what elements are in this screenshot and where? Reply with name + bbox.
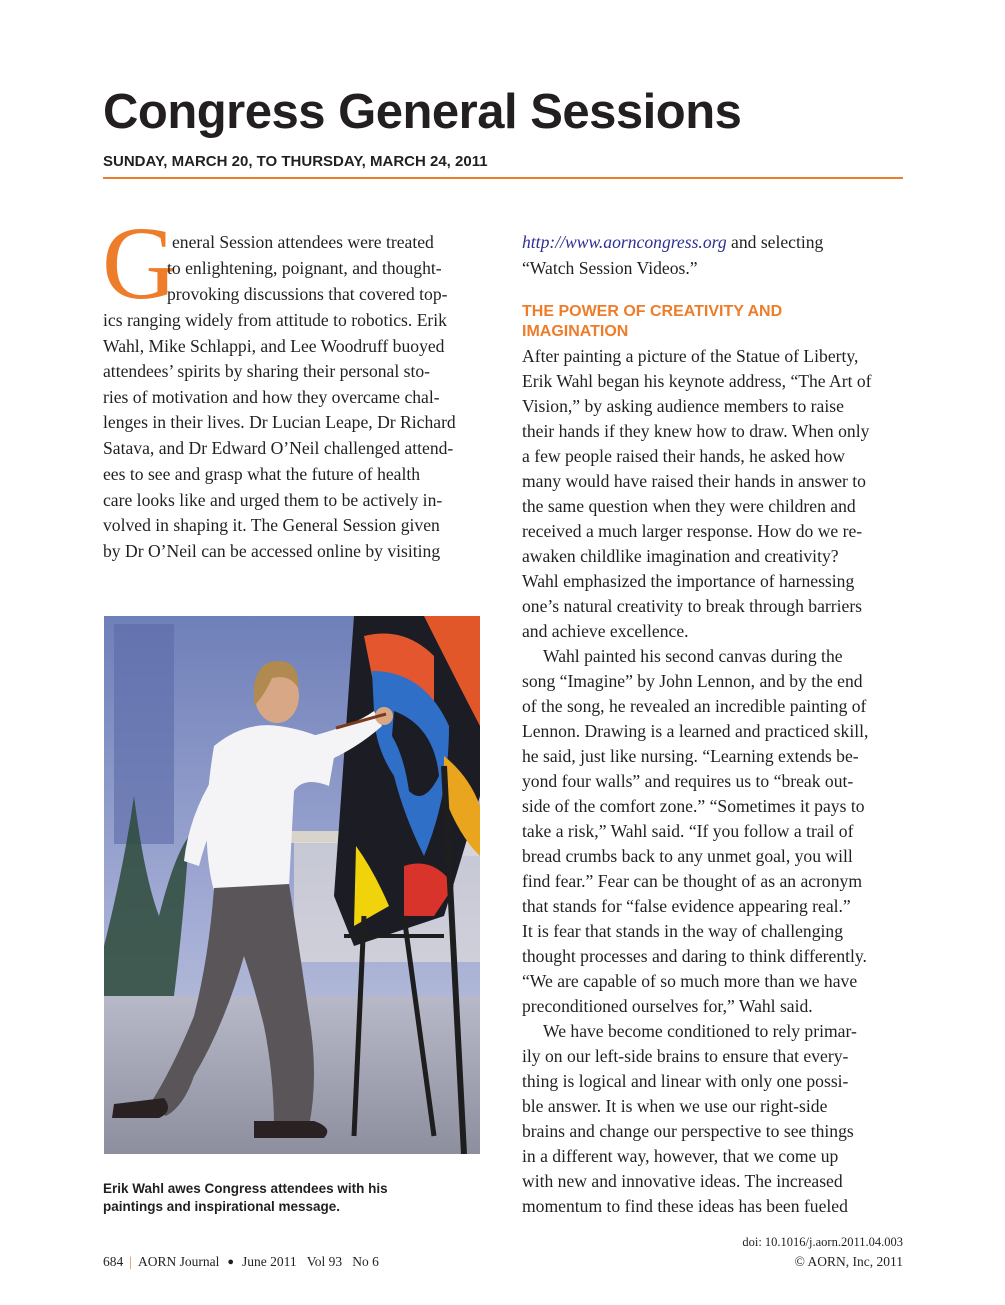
right-text-line: song “Imagine” by John Lennon, and by the end [522, 671, 863, 691]
right-text-line: one’s natural creativity to break through barriers [522, 596, 863, 616]
right-text-line: Wahl painted his second canvas during the [543, 646, 843, 666]
issue-date: June 2011 [241, 1254, 297, 1269]
right-text-line: Erik Wahl began his keynote address, “The Art of [522, 371, 872, 391]
left-text-line: lenges in their lives. Dr Lucian Leape, Dr Richard [103, 412, 456, 432]
right-text-line: Vision,” by asking audience members to raise [522, 396, 844, 416]
bullet-icon: ● [227, 1256, 234, 1268]
left-text-line: volved in shaping it. The General Session given [103, 515, 440, 535]
date-subtitle: SUNDAY, MARCH 20, TO THURSDAY, MARCH 24, 2011 [103, 153, 488, 170]
left-text-line: ees to see and grasp what the future of health [103, 464, 421, 484]
right-text-line: yond four walls” and requires us to “break out- [522, 771, 854, 791]
right-text-line: side of the comfort zone.” “Sometimes it pays to [522, 796, 865, 816]
right-text-line: ble answer. It is when we use our right-side [522, 1096, 828, 1116]
left-text-line: Wahl, Mike Schlappi, and Lee Woodruff buoyed [103, 336, 445, 356]
section-heading: IMAGINATION [522, 323, 629, 340]
right-text-line: many would have raised their hands in answer to [522, 471, 866, 491]
right-text-line: bread crumbs back to any unmet goal, you will [522, 846, 853, 866]
right-text-line: “Watch Session Videos.” [522, 258, 698, 278]
aorn-congress-link[interactable]: http://www.aorncongress.org [522, 232, 727, 252]
right-text-line: in a different way, however, that we come up [522, 1146, 839, 1166]
right-text-line: received a much larger response. How do we re- [522, 521, 863, 541]
right-text-line: take a risk,” Wahl said. “If you follow a trail of [522, 821, 854, 841]
link-tail-text: and selecting [726, 232, 824, 252]
right-text-line: a few people raised their hands, he asked how [522, 446, 845, 466]
volume: Vol 93 [306, 1254, 343, 1269]
right-text-line: ily on our left-side brains to ensure that every- [522, 1046, 849, 1066]
footer-citation [103, 1254, 379, 1270]
speaker-painting-photo [104, 616, 480, 1154]
section-heading: THE POWER OF CREATIVITY AND [522, 303, 783, 320]
left-text-line: attendees’ spirits by sharing their personal sto- [103, 361, 431, 381]
right-text-line: thought processes and daring to think differently. [522, 946, 867, 966]
left-text-line: ries of motivation and how they overcame chal- [103, 387, 440, 407]
left-text-line: by Dr O’Neil can be accessed online by visiting [103, 541, 441, 561]
figure-caption-line: Erik Wahl awes Congress attendees with his [103, 1181, 388, 1196]
figure-caption-line: paintings and inspirational message. [103, 1199, 341, 1214]
right-text-line: momentum to find these ideas has been fueled [522, 1196, 848, 1216]
copyright: © AORN, Inc, 2011 [794, 1254, 903, 1269]
right-text-line: their hands if they knew how to draw. When only [522, 421, 870, 441]
page-title: Congress General Sessions [103, 85, 742, 139]
right-text-line: After painting a picture of the Statue of Liberty, [522, 346, 859, 366]
right-text-line: “We are capable of so much more than we have [522, 971, 858, 991]
right-text-line: Lennon. Drawing is a learned and practiced skill, [522, 721, 869, 741]
title-rule [103, 177, 903, 179]
right-text-line: the same question when they were children and [522, 496, 856, 516]
right-text-line: and achieve excellence. [522, 621, 689, 641]
right-text-line: find fear.” Fear can be thought of as an acronym [522, 871, 863, 891]
left-text-line: provoking discussions that covered top- [167, 284, 448, 304]
page-number: 684 [103, 1254, 124, 1269]
left-text-line: care looks like and urged them to be actively in- [103, 490, 443, 510]
right-text-line: brains and change our perspective to see things [522, 1121, 854, 1141]
left-text-line: ics ranging widely from attitude to robotics. Erik [103, 310, 447, 330]
drop-cap: G [102, 206, 178, 321]
right-text-line: that stands for “false evidence appearing real.” [522, 896, 851, 916]
right-text-line: We have become conditioned to rely primar- [543, 1021, 857, 1041]
right-text-line: he said, just like nursing. “Learning extends be- [522, 746, 859, 766]
left-text-line: Satava, and Dr Edward O’Neil challenged attend- [103, 438, 454, 458]
right-text-line: with new and innovative ideas. The increased [522, 1171, 843, 1191]
right-text-line: Wahl emphasized the importance of harnessing [522, 571, 855, 591]
footer-separator: | [129, 1254, 132, 1269]
right-text-line: thing is logical and linear with only one possi- [522, 1071, 849, 1091]
issue-number: No 6 [352, 1254, 379, 1269]
right-text-line: It is fear that stands in the way of challenging [522, 921, 843, 941]
right-text-line: preconditioned ourselves for,” Wahl said. [522, 996, 813, 1016]
journal-name: AORN Journal [137, 1254, 220, 1269]
left-text-line: eneral Session attendees were treated [172, 232, 434, 252]
left-text-line: to enlightening, poignant, and thought- [167, 258, 442, 278]
right-text-line: of the song, he revealed an incredible painting of [522, 696, 867, 716]
doi: doi: 10.1016/j.aorn.2011.04.003 [742, 1235, 903, 1249]
right-text-line [522, 230, 823, 255]
right-text-line: awaken childlike imagination and creativity? [522, 546, 839, 566]
